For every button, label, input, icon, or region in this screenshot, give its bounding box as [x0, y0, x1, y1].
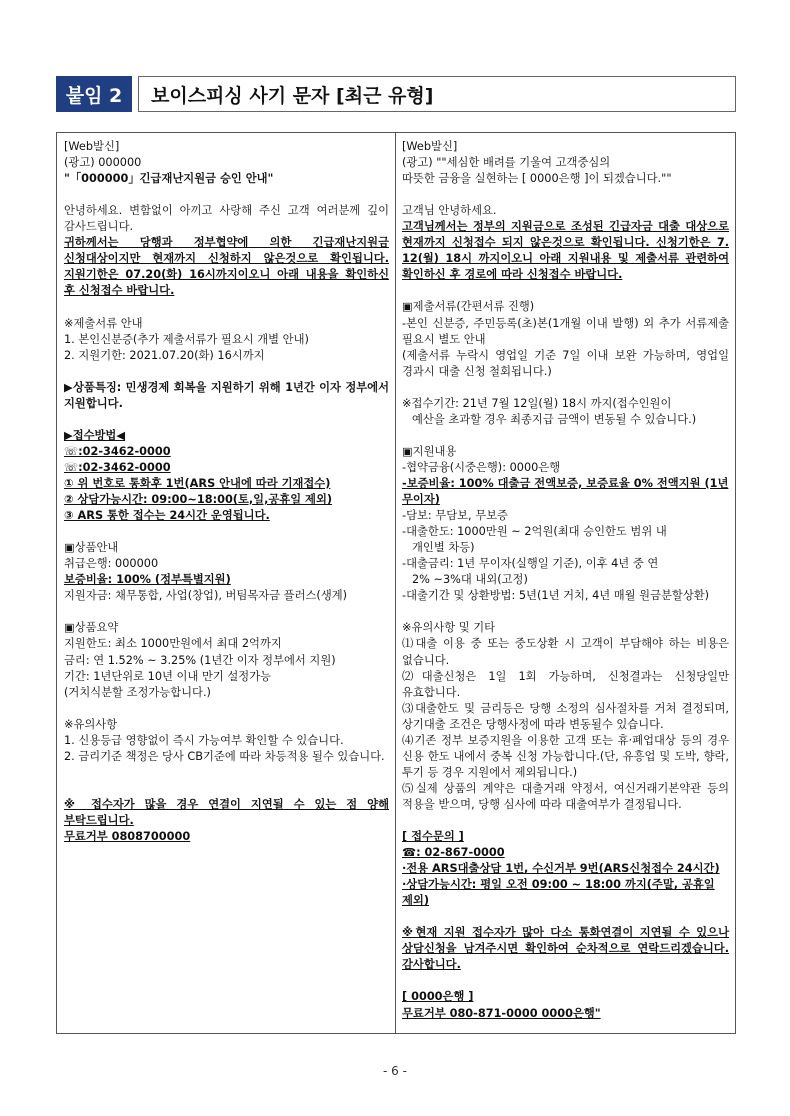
message-line: ※제출서류 안내 — [64, 316, 143, 330]
message-line: 취급은행: 000000 — [64, 557, 159, 571]
message-line: ☏:02-3462-0000 — [64, 444, 171, 458]
blank-line — [402, 380, 729, 396]
message-line: [Web발신] — [64, 140, 120, 153]
blank-line — [402, 283, 729, 299]
blank-line — [64, 412, 389, 428]
blank-line — [64, 701, 389, 717]
message-line: 지원한도: 최소 1000만원에서 최대 2억까지 — [64, 637, 282, 651]
blank-line — [402, 813, 729, 829]
message-line: ⑶대출한도 및 금리등은 당행 소정의 심사절차를 거쳐 결정되며, 상기대출 조건은 당행사정에 따라 변동될수 있습니다. — [402, 701, 729, 731]
message-line: -협약금융(시중은행): 0000은행 — [402, 460, 561, 474]
message-line: -대출금리: 1년 무이자(실행일 기준), 이후 4년 중 연 — [402, 557, 659, 571]
message-line: ⑴대출 이용 중 또는 중도상환 시 고객이 부담해야 하는 비용은 없습니다. — [402, 637, 729, 667]
message-line: 보증비율: 100% (정부특별지원) — [64, 573, 231, 587]
message-line: 1. 본인신분증(추가 제출서류가 필요시 개별 안내) — [64, 332, 309, 346]
message-line: ▶접수방법◀ — [64, 428, 126, 442]
message-line: ☏:02-3462-0000 — [64, 460, 171, 474]
page-number: - 6 - — [383, 1064, 407, 1078]
blank-line — [402, 187, 729, 203]
section-header — [56, 76, 736, 112]
message-line: ※유의사항 — [64, 717, 118, 731]
blank-line — [402, 909, 729, 925]
message-line: [ 접수문의 ] — [402, 830, 464, 844]
right-message-column — [396, 133, 735, 1033]
message-line: 기간: 1년단위로 10년 이내 만기 설정가능 — [64, 669, 272, 683]
message-line: -본인 신분증, 주민등록(초)본(1개월 이내 발행) 외 추가 서류제출 필요시 별도 안내 — [402, 316, 729, 346]
message-line: -대출한도: 1000만원 ~ 2억원(최대 승인한도 범위 내 — [402, 525, 667, 539]
message-line: 지원자금: 채무통합, 사업(창업), 버팀목자금 플러스(생계) — [64, 589, 348, 603]
message-line: 따뜻한 금융을 실현하는 [ 0000은행 ]이 되겠습니다."" — [402, 172, 672, 186]
blank-line — [402, 604, 729, 620]
blank-line — [64, 765, 389, 781]
message-line: ③ ARS 통한 접수는 24시간 운영됩니다. — [64, 509, 270, 523]
message-line: 안녕하세요. 변함없이 아끼고 사랑해 주신 고객 여러분께 깊이 감사드립니다. — [64, 204, 389, 234]
blank-line — [64, 524, 389, 540]
message-line: ※현재 지원 접수자가 많아 다소 통화연결이 지연될 수 있으나 상담신청을 남겨주시면 확인하여 순차적으로 연락드리겠습니다. 감사합니다. — [402, 926, 729, 972]
message-line: 귀하께서는 당행과 정부협약에 의한 긴급재난지원금 신청대상이지만 현재까지 신청하지 않은것으로 확인됩니다. 지원기한은 07.20(화) 16시까지이오니 아래 내용을 확인하신 후 신청접수 바랍니다. — [64, 236, 389, 298]
message-line: 예산을 초과할 경우 최종지급 금액이 변동될 수 있습니다.) — [412, 412, 697, 426]
section-title: 보이스피싱 사기 문자 [최근 유형] — [138, 76, 736, 112]
message-line: ▣지원내용 — [402, 444, 457, 458]
message-line: 개인별 차등) — [412, 541, 475, 555]
message-line: -보증비율: 100% 대출금 전액보증, 보증료율 0% 전액지원 (1년 무이자) — [402, 476, 729, 507]
message-line: ▣상품요약 — [64, 621, 119, 635]
message-line: -대출기간 및 상환방법: 5년(1년 거치, 4년 매월 원금분할상환) — [402, 589, 710, 603]
blank-line — [64, 299, 389, 315]
message-line: (광고) ""세심한 배려를 기울여 고객중심의 — [402, 156, 611, 170]
message-line: ※ 접수자가 많을 경우 연결이 지연될 수 있는 점 양해 부탁드립니다. — [64, 797, 389, 827]
message-line: 1. 신용등급 영향없이 즉시 가능여부 확인할 수 있습니다. — [64, 733, 344, 747]
comparison-table — [56, 132, 736, 1034]
message-line: ·전용 ARS대출상담 1번, 수신거부 9번(ARS신청접수 24시간) — [402, 862, 720, 876]
message-line: 무료거부 0808700000 — [64, 830, 191, 844]
message-line: ⑷기존 정부 보증지원을 이용한 고객 또는 휴·폐업대상 등의 경우 신용 한도 내에서 중복 신청 가능합니다.(단, 유흥업 및 도박, 향락, 투기 등 경우 지원에서 제외됩니다.) — [402, 733, 729, 779]
message-line: ※유의사항 및 기타 — [402, 621, 496, 635]
left-message-column — [57, 133, 396, 1033]
message-line: 무료거부 080-871-0000 0000은행" — [402, 1006, 601, 1020]
message-line: (거치식분할 조정가능합니다.) — [64, 685, 211, 699]
blank-line — [64, 364, 389, 380]
message-line: ② 상담가능시간: 09:00~18:00(토,일,공휴일 제외) — [64, 493, 333, 507]
blank-line — [64, 187, 389, 203]
message-line: 고객님께서는 정부의 지원금으로 조성된 긴급자금 대출 대상으로 현재까지 신청접수 되지 않은것으로 확인됩니다. 신청기한은 7. 12(월) 18시 까지이오니 아래 지원내용 및 제출서류 관련하여 확인하신 후 경로에 따라 신청접수 바랍니다. — [402, 220, 729, 282]
message-line: ☎: 02-867-0000 — [402, 846, 505, 860]
message-line: ※접수기간: 21년 7월 12일(월) 18시 까지(접수인원이 — [402, 396, 672, 410]
message-line: [Web발신] — [402, 140, 458, 153]
message-line: ⑸실제 상품의 계약은 대출거래 약정서, 여신거래기본약관 등의 적용을 받으며, 당행 심사에 따라 대출여부가 결정됩니다. — [402, 781, 729, 811]
message-line: 2. 금리기준 책정은 당사 CB기준에 따라 차등적용 될수 있습니다. — [64, 749, 385, 763]
blank-line — [64, 781, 389, 797]
message-line: ▣제출서류(간편서류 진행) — [402, 300, 535, 314]
message-line: [ 0000은행 ] — [402, 990, 474, 1004]
message-line: 고객님 안녕하세요. — [402, 204, 497, 218]
message-line: 2% ~3%대 내외(고정) — [412, 573, 528, 587]
message-line: ▣상품안내 — [64, 541, 119, 555]
blank-line — [402, 428, 729, 444]
message-line: -담보: 무담보, 무보증 — [402, 509, 508, 523]
message-line: ① 위 번호로 통화후 1번(ARS 안내에 따라 기재접수) — [64, 476, 331, 490]
message-line: (광고) 000000 — [64, 156, 142, 170]
message-line: ·상담가능시간: 평일 오전 09:00 ~ 18:00 까지(주말, 공휴일 제외) — [402, 878, 715, 908]
message-line: 2. 지원기한: 2021.07.20(화) 16시까지 — [64, 348, 265, 362]
blank-line — [64, 604, 389, 620]
message-line: "「000000」긴급재난지원금 승인 안내" — [64, 172, 274, 186]
message-line: ▶상품특징: 민생경제 회복을 지원하기 위해 1년간 이자 정부에서 지원합니다. — [64, 380, 389, 410]
message-line: 금리: 연 1.52% ~ 3.25% (1년간 이자 정부에서 지원) — [64, 653, 336, 667]
message-line: (제출서류 누락시 영업일 기준 7일 이내 보완 가능하며, 영업일 경과시 대출 신청 철회됩니다.) — [402, 348, 729, 378]
message-line: ⑵대출신청은 1일 1회 가능하며, 신청결과는 신청당일만 유효합니다. — [402, 669, 729, 699]
blank-line — [402, 973, 729, 989]
attachment-badge: 붙임 2 — [56, 76, 132, 112]
